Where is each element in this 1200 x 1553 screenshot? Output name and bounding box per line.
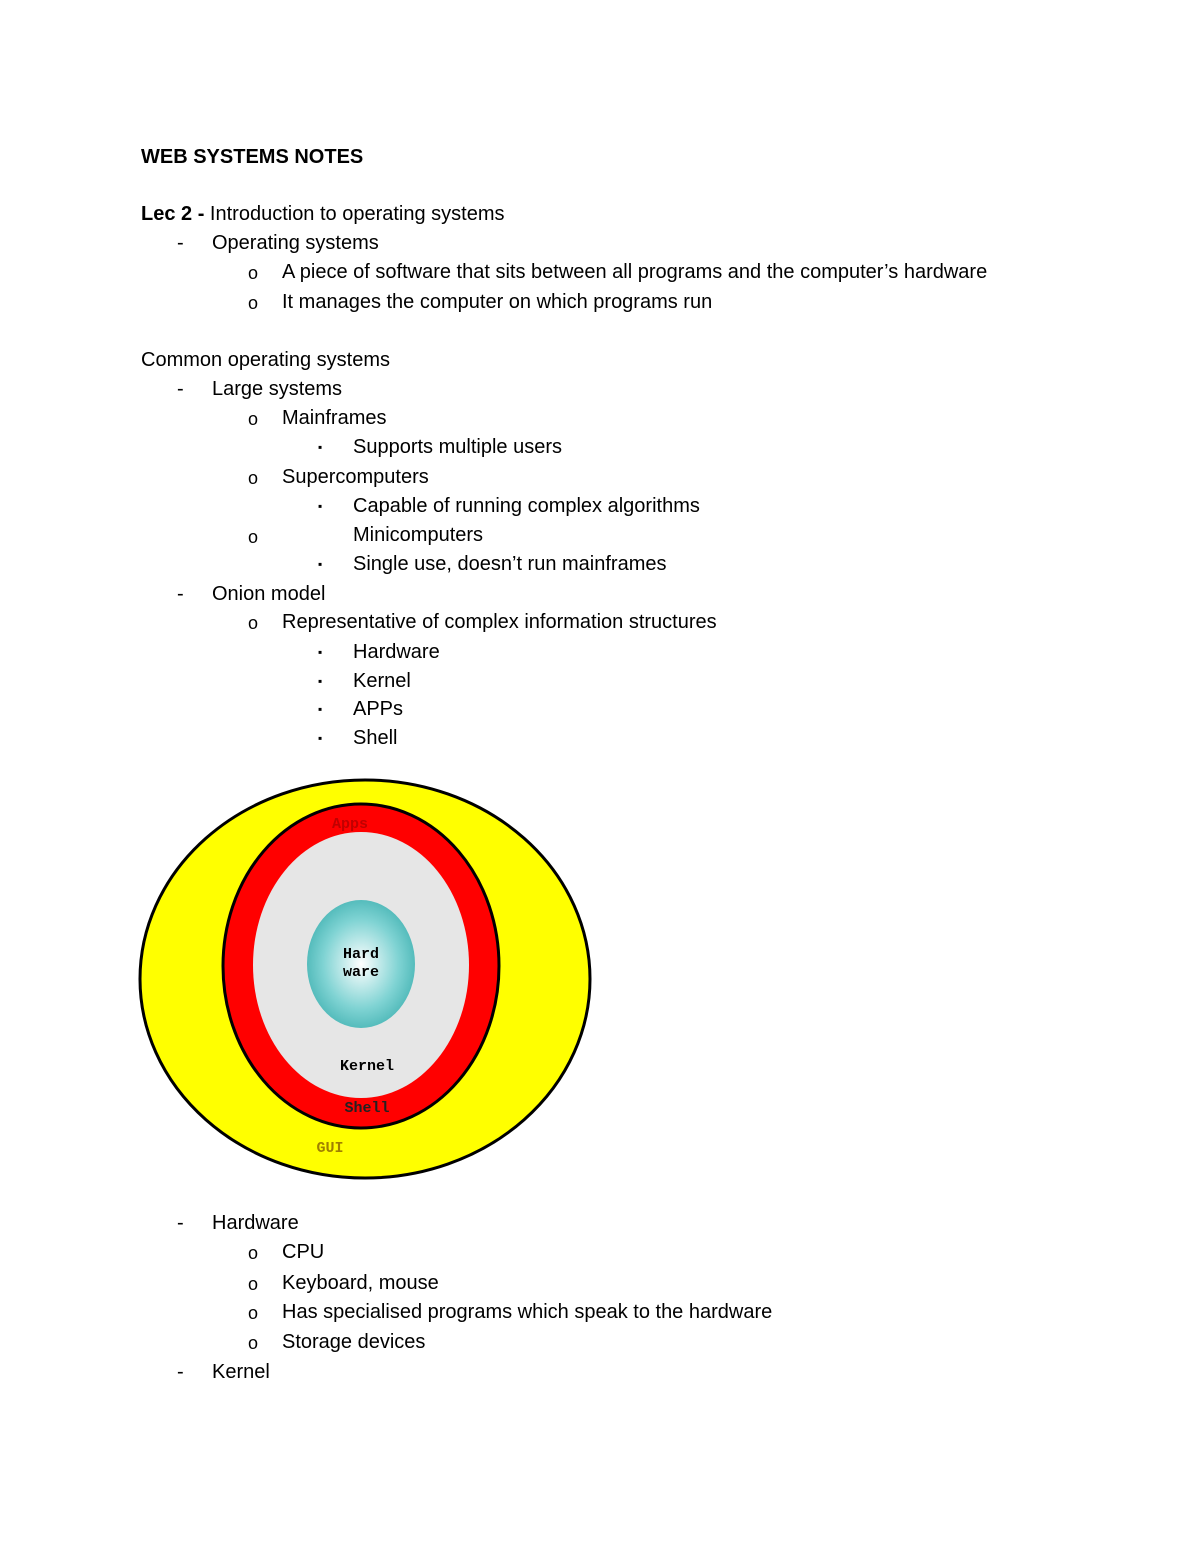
circle-bullet: o: [248, 1333, 259, 1353]
lecture-label: Lec 2 -: [141, 203, 205, 225]
onion-item-hardware: Hardware: [353, 641, 440, 663]
onion-description: Representative of complex information structures: [282, 611, 717, 633]
os-point-2: It manages the computer on which programs run: [282, 291, 713, 313]
hardware-point-programs: Has specialised programs which speak to the hardware: [282, 1301, 773, 1323]
onion-diagram: [135, 775, 595, 1185]
shell-label: Shell: [344, 1100, 390, 1117]
square-bullet: ▪: [318, 557, 323, 571]
circle-bullet: o: [248, 409, 259, 429]
minicomputers: Minicomputers: [353, 524, 484, 546]
circle-bullet: o: [248, 1243, 259, 1263]
hardware-point-input: Keyboard, mouse: [282, 1272, 439, 1294]
page-title: WEB SYSTEMS NOTES: [141, 146, 364, 168]
hardware-label-1: Hard: [342, 946, 380, 963]
apps-label: Apps: [331, 816, 369, 833]
circle-bullet: o: [248, 468, 259, 488]
lecture-title: Introduction to operating systems: [209, 203, 505, 225]
large-systems: Large systems: [212, 378, 343, 400]
kernel-label: Kernel: [339, 1058, 395, 1075]
circle-bullet: o: [248, 527, 259, 547]
lecture-heading: [141, 202, 505, 226]
kernel-heading: Kernel: [212, 1361, 270, 1383]
circle-bullet: o: [248, 1274, 259, 1294]
onion-item-kernel: Kernel: [353, 670, 411, 692]
square-bullet: ▪: [318, 440, 323, 454]
dash-bullet: -: [177, 378, 184, 400]
dash-bullet: -: [177, 1212, 184, 1234]
minicomputers-point: Single use, doesn’t run mainframes: [353, 553, 667, 575]
onion-model: Onion model: [212, 583, 326, 605]
hardware-heading: Hardware: [212, 1212, 299, 1234]
square-bullet: ▪: [318, 645, 323, 659]
hardware-point-cpu: CPU: [282, 1241, 325, 1263]
hardware-label-2: ware: [342, 964, 380, 981]
common-heading: Common operating systems: [141, 349, 390, 371]
dash-bullet: -: [177, 583, 184, 605]
circle-bullet: o: [248, 263, 259, 283]
circle-bullet: o: [248, 613, 259, 633]
onion-item-shell: Shell: [353, 727, 398, 749]
square-bullet: ▪: [318, 674, 323, 688]
hardware-point-storage: Storage devices: [282, 1331, 426, 1353]
mainframes-point: Supports multiple users: [353, 436, 562, 458]
square-bullet: ▪: [318, 499, 323, 513]
os-heading: Operating systems: [212, 232, 379, 254]
square-bullet: ▪: [318, 702, 323, 716]
mainframes: Mainframes: [282, 407, 387, 429]
square-bullet: ▪: [318, 731, 323, 745]
circle-bullet: o: [248, 1303, 259, 1323]
dash-bullet: -: [177, 1361, 184, 1383]
gui-label: GUI: [316, 1140, 344, 1157]
supercomputers-point: Capable of running complex algorithms: [353, 495, 700, 517]
supercomputers: Supercomputers: [282, 466, 429, 488]
onion-item-apps: APPs: [353, 698, 404, 720]
os-point-1: A piece of software that sits between all programs and the computer’s hardware: [282, 261, 988, 283]
dash-bullet: -: [177, 232, 184, 254]
circle-bullet: o: [248, 293, 259, 313]
